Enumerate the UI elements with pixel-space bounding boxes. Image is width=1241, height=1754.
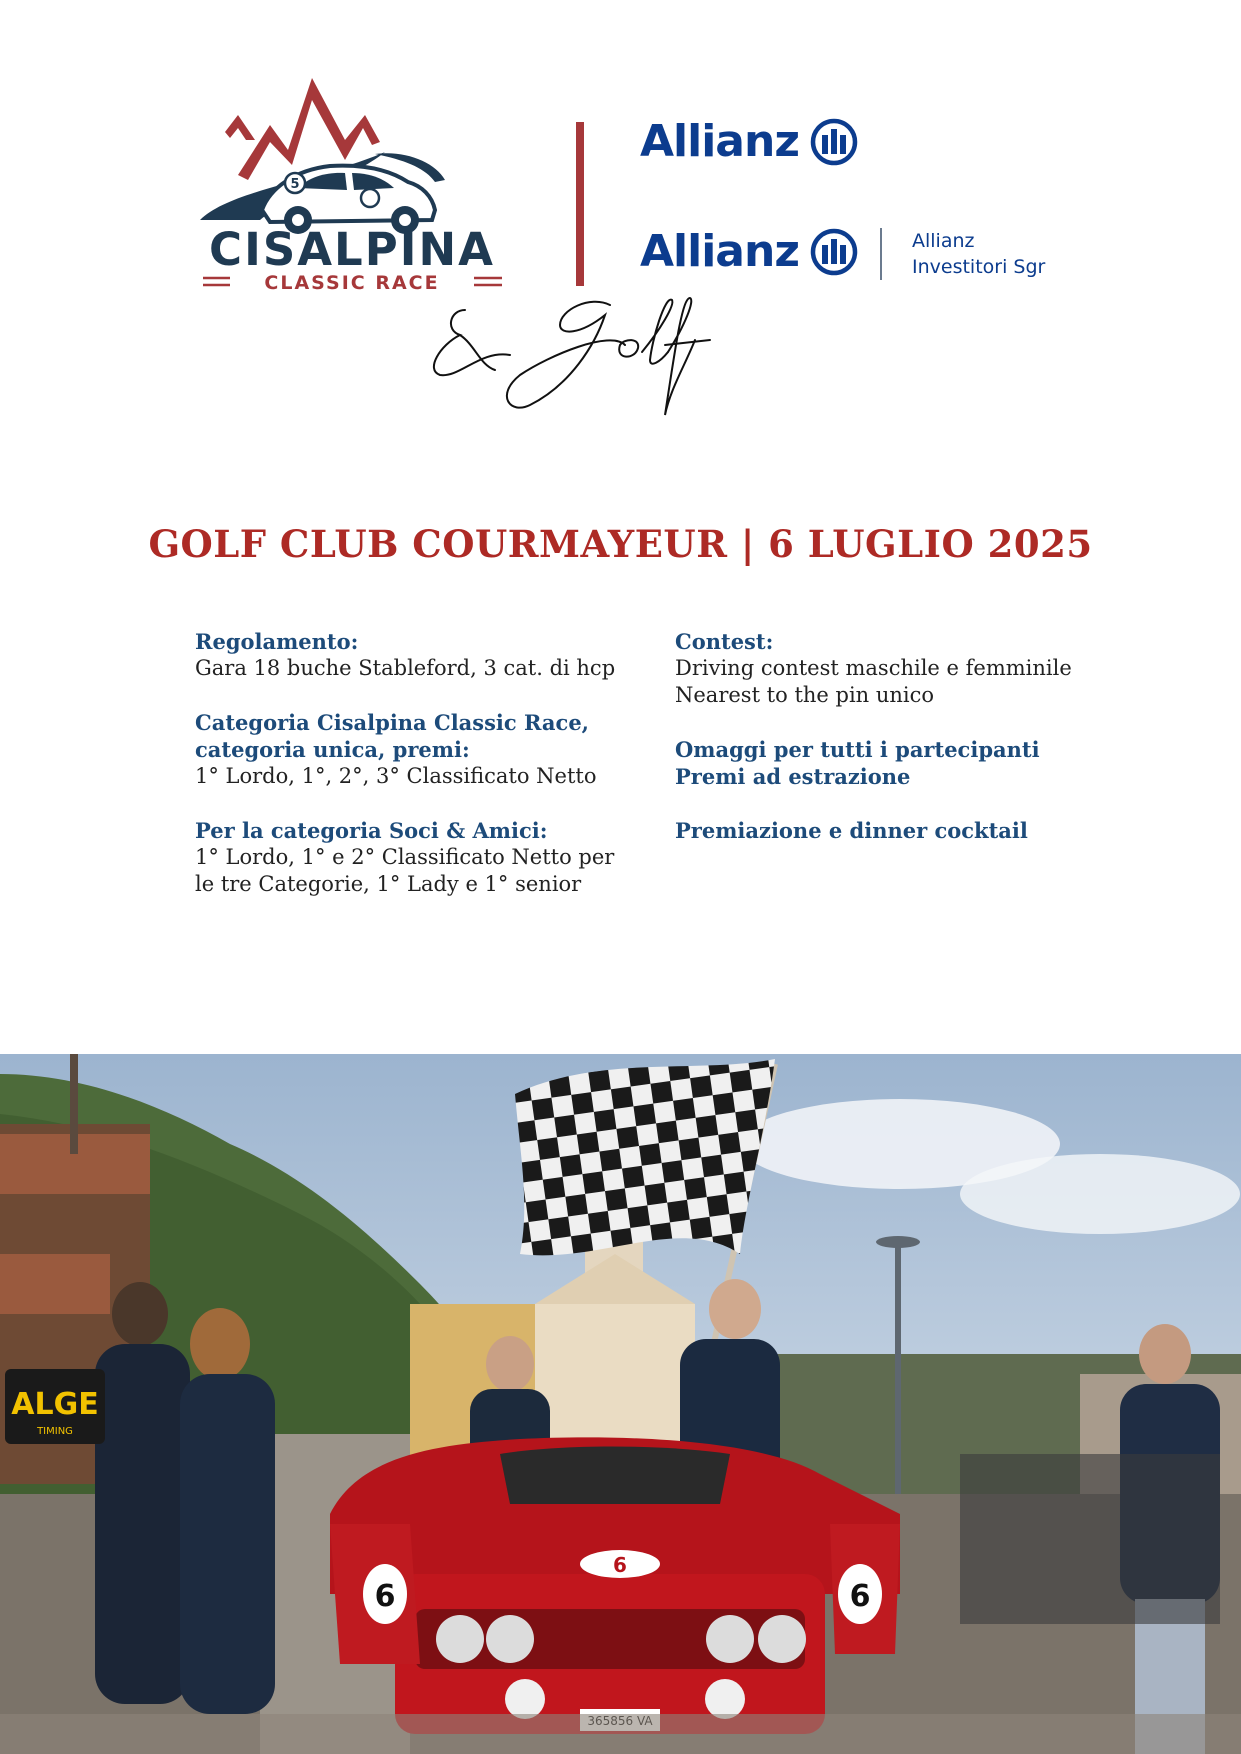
car-number: 5 (290, 177, 300, 192)
category-soci-text: 1° Lordo, 1° e 2° Classificato Netto per le tre Categorie, 1° Lady e 1° senior (195, 845, 615, 896)
contest-column (675, 628, 1095, 871)
contest-line-1: Driving contest maschile e femminile (675, 656, 1072, 680)
golf-script-logo (420, 290, 780, 430)
gifts-section (675, 736, 1095, 790)
sgr-line-2: Investitori Sgr (912, 256, 1046, 278)
brand-sub: CLASSIC RACE (264, 272, 440, 294)
category-cisalpina-section (195, 709, 635, 790)
category-cisalpina-heading: Categoria Cisalpina Classic Race, categoria unica, premi: (195, 710, 589, 762)
allianz-eagle-icon (810, 228, 858, 276)
awards-text: Premiazione e dinner cocktail (675, 818, 1028, 843)
allianz-logo (640, 118, 858, 166)
contest-line-2: Nearest to the pin unico (675, 683, 935, 707)
timing-sign (5, 1369, 105, 1444)
brand-main: CISALPINA (209, 223, 495, 276)
door-number-right: 6 (849, 1579, 871, 1614)
timing-sub-text: TIMING (37, 1426, 73, 1437)
gifts-text: Omaggi per tutti i partecipanti (675, 737, 1040, 762)
timing-sign-text: ALGE (11, 1387, 99, 1422)
rally-finish-photo (0, 1054, 1241, 1754)
allianz-eagle-icon (810, 118, 858, 166)
allianz-sgr-label (880, 228, 1045, 280)
rules-section (195, 628, 635, 682)
category-cisalpina-text: 1° Lordo, 1°, 2°, 3° Classificato Netto (195, 764, 597, 788)
contest-section (675, 628, 1095, 709)
allianz-wordmark: Allianz (640, 116, 799, 167)
prizes-text: Premi ad estrazione (675, 764, 911, 789)
event-title: GOLF CLUB COURMAYEUR | 6 LUGLIO 2025 (148, 522, 1093, 566)
door-number-left: 6 (374, 1579, 396, 1614)
category-soci-section (195, 817, 635, 898)
rules-heading: Regolamento: (195, 629, 359, 654)
category-soci-heading: Per la categoria Soci & Amici: (195, 818, 548, 843)
allianz-investitori-logo (640, 228, 1060, 284)
hood-number: 6 (613, 1553, 627, 1577)
red-rally-car (330, 1437, 900, 1734)
checkered-flag (515, 1059, 775, 1255)
divider-bar (576, 122, 584, 286)
sgr-line-1: Allianz (912, 230, 975, 252)
rules-column (195, 628, 635, 925)
contest-heading: Contest: (675, 629, 774, 654)
rules-text: Gara 18 buche Stableford, 3 cat. di hcp (195, 656, 616, 680)
awards-section (675, 817, 1095, 844)
allianz-wordmark: Allianz (640, 226, 799, 277)
